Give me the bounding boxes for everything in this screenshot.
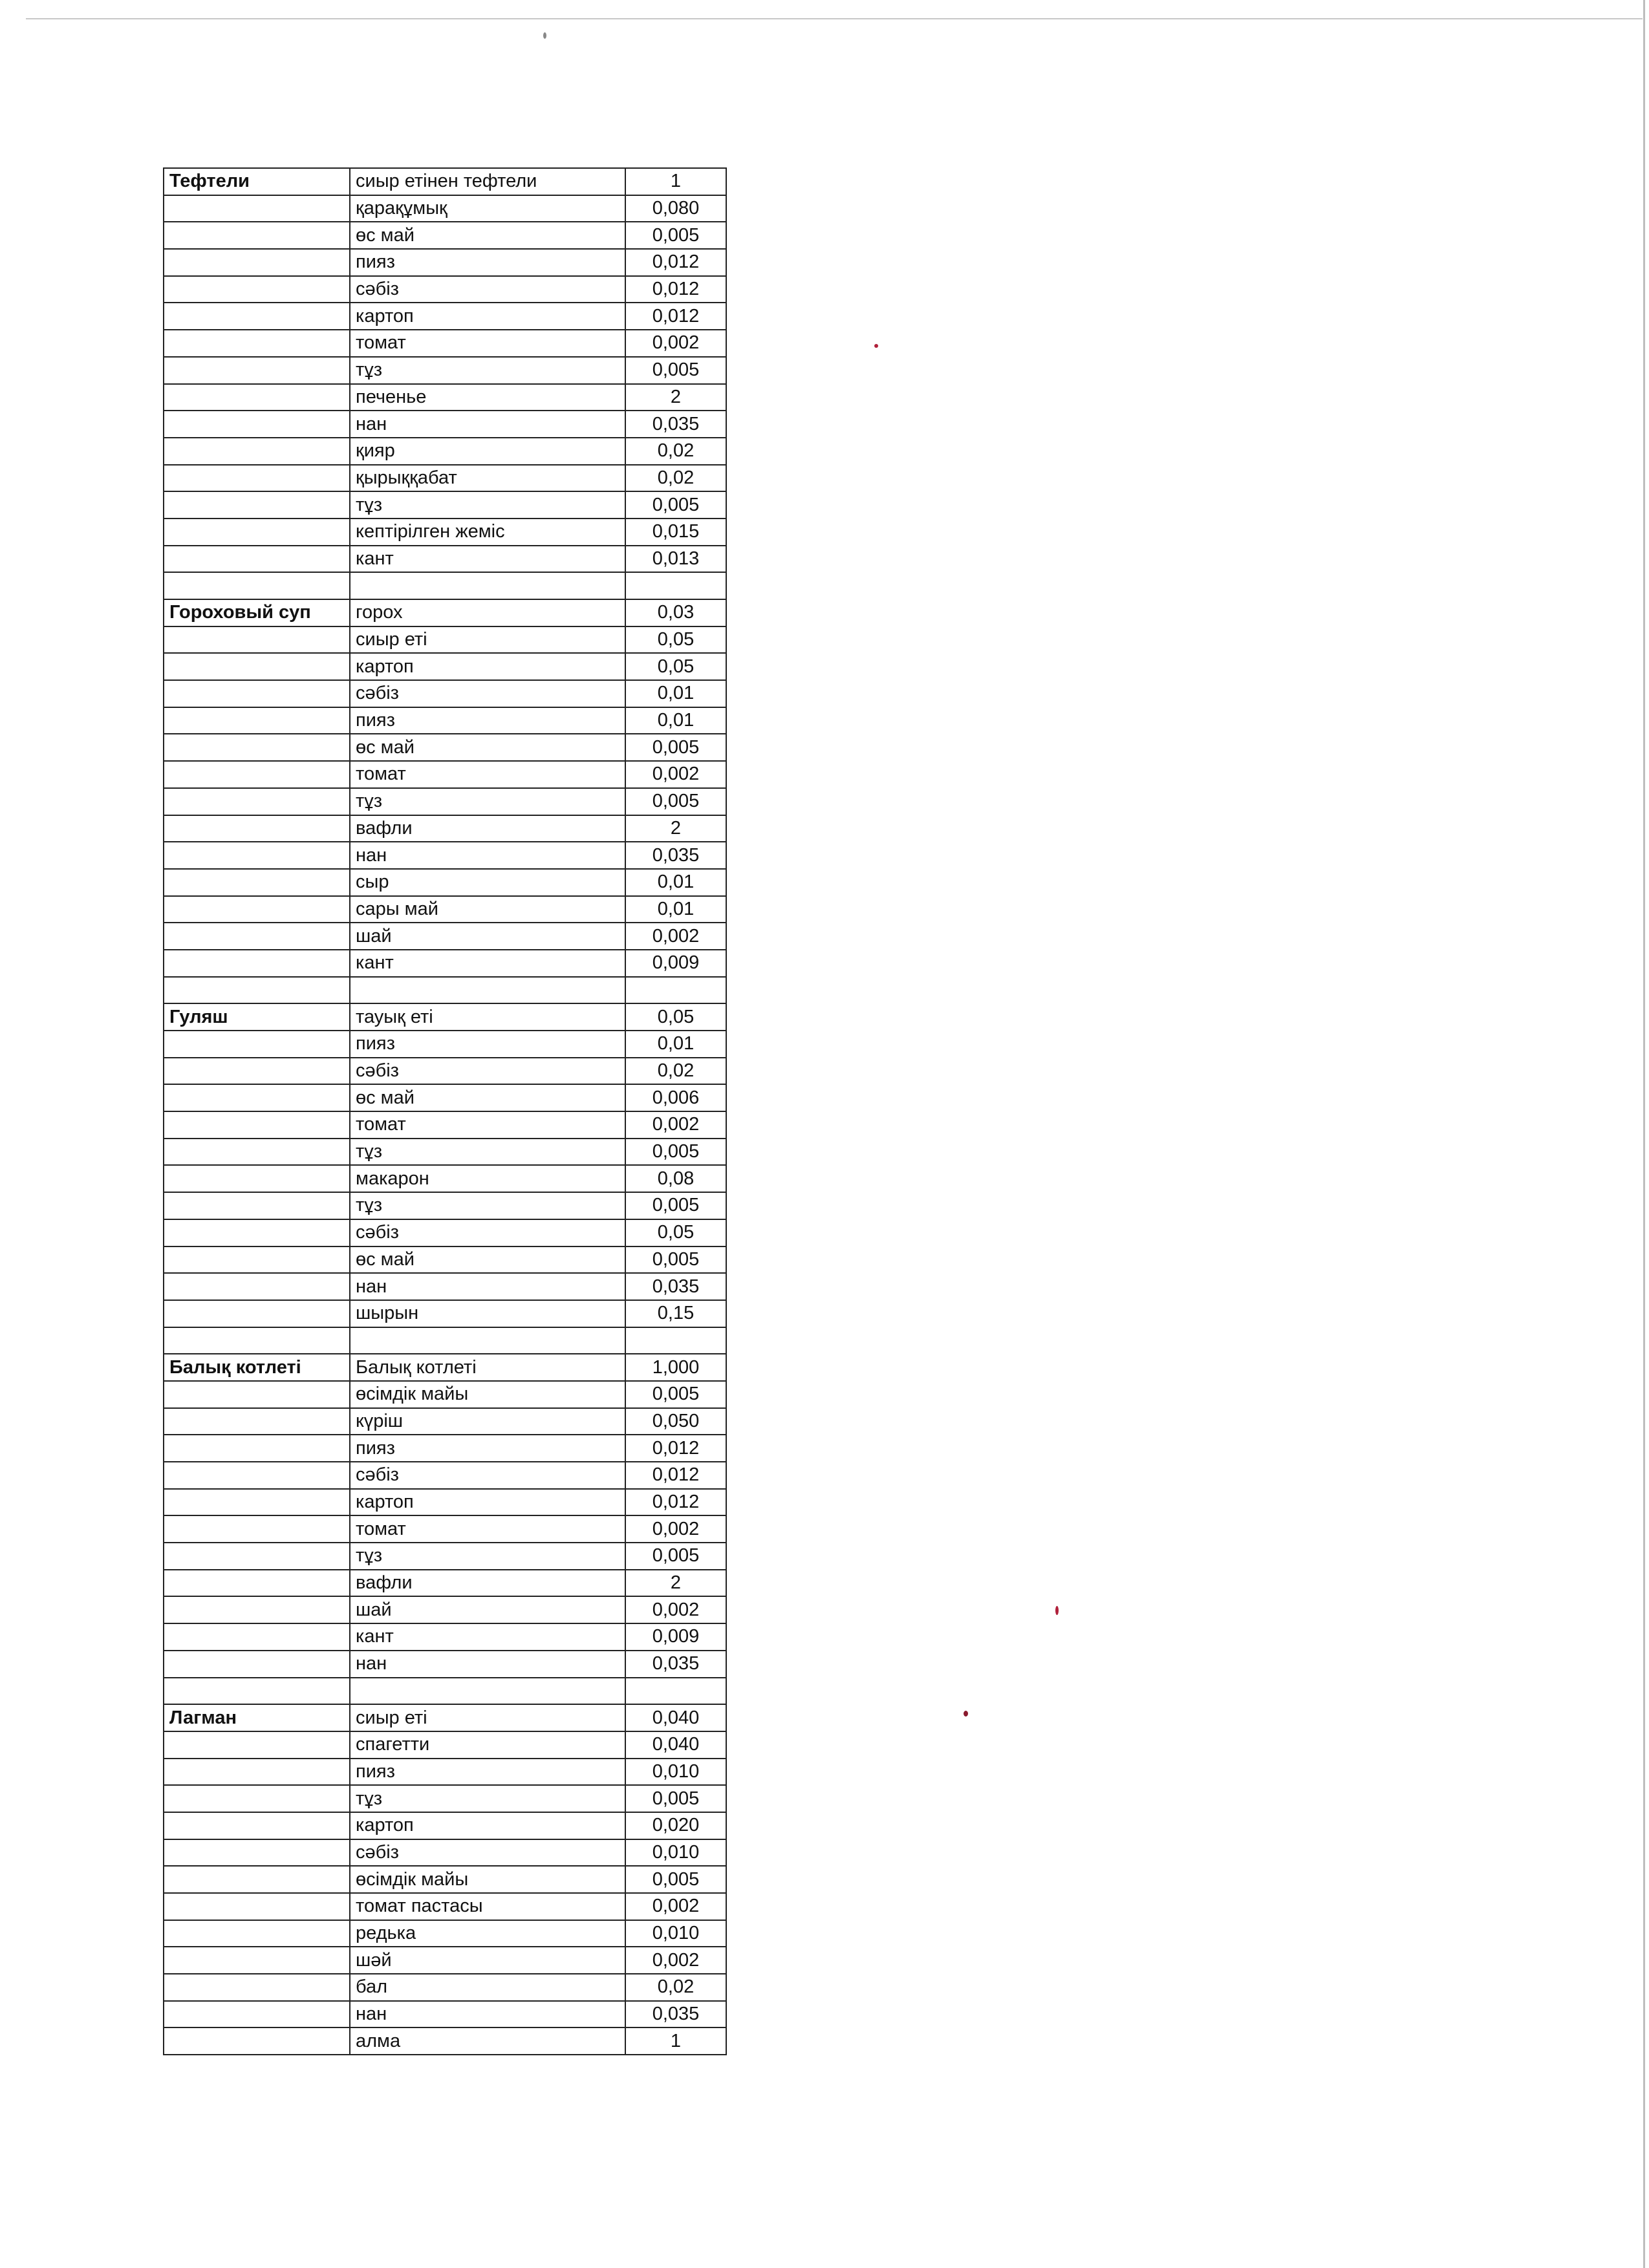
ingredient-name: тұз <box>350 1785 625 1812</box>
table-row <box>164 626 726 654</box>
dish-cell-empty <box>164 950 350 977</box>
dust-speck <box>543 32 546 39</box>
ingredient-quantity: 0,005 <box>625 222 726 249</box>
dish-cell-empty <box>164 1920 350 1947</box>
empty-cell <box>625 1327 726 1354</box>
ingredient-name: сәбіз <box>350 1219 625 1246</box>
table-row <box>164 519 726 546</box>
ingredient-quantity: 0,035 <box>625 2001 726 2028</box>
dish-cell-empty <box>164 1139 350 1166</box>
dish-cell-empty <box>164 1408 350 1435</box>
ingredient-quantity: 0,012 <box>625 249 726 276</box>
ingredient-name: сиыр еті <box>350 626 625 654</box>
table-row <box>164 1003 726 1031</box>
ingredient-name: томат пастасы <box>350 1893 625 1920</box>
ingredient-name: печенье <box>350 384 625 411</box>
dish-cell-empty <box>164 1031 350 1058</box>
ingredient-quantity: 0,03 <box>625 599 726 626</box>
ingredient-name: картоп <box>350 653 625 680</box>
ingredient-quantity: 1 <box>625 2027 726 2055</box>
ingredient-quantity: 0,040 <box>625 1731 726 1759</box>
ingredient-quantity: 0,05 <box>625 1003 726 1031</box>
ingredient-quantity: 0,013 <box>625 546 726 573</box>
menu-table <box>163 167 727 2055</box>
table-row <box>164 1920 726 1947</box>
ingredient-quantity: 0,009 <box>625 1623 726 1651</box>
empty-cell <box>350 1678 625 1705</box>
dish-cell-empty <box>164 1165 350 1192</box>
ingredient-quantity: 0,005 <box>625 788 726 815</box>
ingredient-quantity: 0,005 <box>625 734 726 761</box>
table-row <box>164 923 726 950</box>
empty-cell <box>164 977 350 1004</box>
ingredient-quantity: 0,002 <box>625 761 726 788</box>
ingredient-quantity: 0,035 <box>625 411 726 438</box>
dish-cell-empty <box>164 1812 350 1839</box>
dish-cell-empty <box>164 276 350 303</box>
dish-cell-empty <box>164 869 350 896</box>
table-row <box>164 734 726 761</box>
table-row <box>164 950 726 977</box>
ingredient-name: сәбіз <box>350 680 625 707</box>
table-row <box>164 599 726 626</box>
table-row <box>164 546 726 573</box>
empty-cell <box>350 1327 625 1354</box>
ingredient-name: өс май <box>350 222 625 249</box>
empty-cell <box>625 572 726 599</box>
ingredient-name: кант <box>350 950 625 977</box>
table-row <box>164 1139 726 1166</box>
table-row <box>164 1354 726 1381</box>
table-row <box>164 1947 726 1974</box>
ingredient-name: пияз <box>350 707 625 734</box>
ingredient-quantity: 0,05 <box>625 653 726 680</box>
dish-cell-empty <box>164 896 350 923</box>
dish-cell-empty <box>164 788 350 815</box>
dish-cell-empty <box>164 411 350 438</box>
ingredient-quantity: 0,040 <box>625 1704 726 1731</box>
table-row <box>164 1084 726 1111</box>
ingredient-quantity: 0,010 <box>625 1839 726 1867</box>
ingredient-name: нан <box>350 411 625 438</box>
table-row <box>164 438 726 465</box>
spacer-row <box>164 1327 726 1354</box>
empty-cell <box>164 1327 350 1354</box>
table-row <box>164 330 726 357</box>
table-row <box>164 1219 726 1246</box>
ingredient-name: өс май <box>350 1084 625 1111</box>
ingredient-name: сары май <box>350 896 625 923</box>
spacer-row <box>164 1678 726 1705</box>
dish-cell-empty <box>164 1623 350 1651</box>
dish-cell-empty <box>164 1084 350 1111</box>
table-row <box>164 2001 726 2028</box>
table-row <box>164 1192 726 1219</box>
dish-cell-empty <box>164 465 350 492</box>
table-row <box>164 411 726 438</box>
ingredient-quantity: 0,002 <box>625 1893 726 1920</box>
dish-cell-empty <box>164 1570 350 1597</box>
ingredient-quantity: 0,080 <box>625 195 726 222</box>
dish-cell-empty <box>164 1974 350 2001</box>
dish-cell-empty <box>164 519 350 546</box>
ingredient-name: пияз <box>350 249 625 276</box>
ingredient-quantity: 0,01 <box>625 707 726 734</box>
ingredient-name: томат <box>350 1111 625 1139</box>
table-row <box>164 1623 726 1651</box>
ingredient-quantity: 1 <box>625 168 726 195</box>
ingredient-name: сәбіз <box>350 276 625 303</box>
ingredient-name: сыр <box>350 869 625 896</box>
ingredient-quantity: 0,002 <box>625 923 726 950</box>
dish-name: Лагман <box>164 1704 350 1731</box>
ingredient-quantity: 0,05 <box>625 1219 726 1246</box>
table-row <box>164 276 726 303</box>
dish-name: Гуляш <box>164 1003 350 1031</box>
ingredient-name: шырын <box>350 1300 625 1327</box>
ingredient-name: нан <box>350 1273 625 1300</box>
scan-right-edge <box>1643 0 1645 2268</box>
ingredient-name: шай <box>350 923 625 950</box>
ink-speck <box>1055 1606 1059 1615</box>
ingredient-name: өс май <box>350 1246 625 1274</box>
table-row <box>164 2027 726 2055</box>
ingredient-quantity: 0,02 <box>625 1974 726 2001</box>
table-row <box>164 761 726 788</box>
table-row <box>164 1596 726 1623</box>
empty-cell <box>625 1678 726 1705</box>
ingredient-quantity: 0,015 <box>625 519 726 546</box>
table-row <box>164 465 726 492</box>
ingredient-name: шай <box>350 1596 625 1623</box>
table-row <box>164 1731 726 1759</box>
table-row <box>164 1785 726 1812</box>
dish-name: Тефтели <box>164 168 350 195</box>
ingredient-name: өсімдік майы <box>350 1381 625 1408</box>
table-row <box>164 1462 726 1489</box>
table-row <box>164 1839 726 1867</box>
ingredient-name: спагетти <box>350 1731 625 1759</box>
table-row <box>164 680 726 707</box>
ingredient-quantity: 0,002 <box>625 330 726 357</box>
ingredient-name: картоп <box>350 303 625 330</box>
ingredient-quantity: 0,012 <box>625 276 726 303</box>
dish-cell-empty <box>164 1058 350 1085</box>
ingredient-quantity: 2 <box>625 384 726 411</box>
table-row <box>164 1974 726 2001</box>
table-row <box>164 1651 726 1678</box>
table-row <box>164 653 726 680</box>
dish-cell-empty <box>164 842 350 869</box>
ingredient-name: нан <box>350 842 625 869</box>
ingredient-quantity: 0,009 <box>625 950 726 977</box>
ingredient-name: вафли <box>350 1570 625 1597</box>
table-row <box>164 707 726 734</box>
ingredient-name: тұз <box>350 491 625 519</box>
ingredient-name: редька <box>350 1920 625 1947</box>
dish-cell-empty <box>164 1759 350 1786</box>
ingredient-quantity: 0,05 <box>625 626 726 654</box>
ingredient-quantity: 0,010 <box>625 1920 726 1947</box>
table-row <box>164 1246 726 1274</box>
ingredient-name: қияр <box>350 438 625 465</box>
ingredient-name: шәй <box>350 1947 625 1974</box>
dish-cell-empty <box>164 1246 350 1274</box>
ingredient-name: күріш <box>350 1408 625 1435</box>
dish-cell-empty <box>164 249 350 276</box>
ingredient-quantity: 0,035 <box>625 1651 726 1678</box>
table-row <box>164 1031 726 1058</box>
table-row <box>164 168 726 195</box>
ingredient-quantity: 0,005 <box>625 357 726 384</box>
ingredient-quantity: 0,15 <box>625 1300 726 1327</box>
ingredient-quantity: 0,02 <box>625 1058 726 1085</box>
ingredient-quantity: 0,012 <box>625 1435 726 1462</box>
ingredient-quantity: 0,012 <box>625 303 726 330</box>
ingredient-quantity: 2 <box>625 1570 726 1597</box>
ink-speck <box>874 344 878 348</box>
ingredient-name: нан <box>350 2001 625 2028</box>
dish-cell-empty <box>164 1866 350 1893</box>
dish-cell-empty <box>164 1731 350 1759</box>
table-row <box>164 1435 726 1462</box>
spacer-row <box>164 977 726 1004</box>
dish-cell-empty <box>164 222 350 249</box>
table-row <box>164 491 726 519</box>
empty-cell <box>350 572 625 599</box>
table-row <box>164 1408 726 1435</box>
dish-cell-empty <box>164 1273 350 1300</box>
table-row <box>164 1570 726 1597</box>
ingredient-quantity: 0,002 <box>625 1111 726 1139</box>
ingredient-quantity: 0,02 <box>625 465 726 492</box>
dish-cell-empty <box>164 680 350 707</box>
scan-top-edge <box>26 18 1643 19</box>
table-row <box>164 357 726 384</box>
ingredient-name: алма <box>350 2027 625 2055</box>
table-row <box>164 303 726 330</box>
dish-cell-empty <box>164 923 350 950</box>
ingredient-name: томат <box>350 761 625 788</box>
ingredient-name: тұз <box>350 788 625 815</box>
ingredient-name: сәбіз <box>350 1462 625 1489</box>
dish-cell-empty <box>164 626 350 654</box>
ingredient-name: тұз <box>350 1543 625 1570</box>
table-row <box>164 195 726 222</box>
dish-cell-empty <box>164 438 350 465</box>
dish-cell-empty <box>164 1381 350 1408</box>
table-row <box>164 1515 726 1543</box>
ingredient-name: сәбіз <box>350 1058 625 1085</box>
ingredient-quantity: 0,012 <box>625 1462 726 1489</box>
ingredient-quantity: 0,002 <box>625 1596 726 1623</box>
ingredient-quantity: 0,035 <box>625 1273 726 1300</box>
table-row <box>164 1381 726 1408</box>
ingredient-name: тұз <box>350 357 625 384</box>
ingredient-name: бал <box>350 1974 625 2001</box>
ingredient-quantity: 0,010 <box>625 1759 726 1786</box>
ingredient-name: кант <box>350 1623 625 1651</box>
ingredient-name: картоп <box>350 1812 625 1839</box>
dish-cell-empty <box>164 653 350 680</box>
ingredient-quantity: 0,005 <box>625 1246 726 1274</box>
table-row <box>164 1812 726 1839</box>
empty-cell <box>164 572 350 599</box>
table-row <box>164 842 726 869</box>
dish-cell-empty <box>164 1219 350 1246</box>
table-row <box>164 1759 726 1786</box>
table-row <box>164 1866 726 1893</box>
ingredient-quantity: 0,005 <box>625 1785 726 1812</box>
ingredient-quantity: 0,012 <box>625 1489 726 1516</box>
ingredient-quantity: 0,01 <box>625 896 726 923</box>
ingredient-quantity: 0,005 <box>625 1381 726 1408</box>
ingredient-name: макарон <box>350 1165 625 1192</box>
ingredient-name: тұз <box>350 1192 625 1219</box>
ingredient-name: пияз <box>350 1435 625 1462</box>
ingredient-name: сиыр еті <box>350 1704 625 1731</box>
ingredient-name: Балық котлеті <box>350 1354 625 1381</box>
dish-cell-empty <box>164 330 350 357</box>
ingredient-quantity: 1,000 <box>625 1354 726 1381</box>
dish-cell-empty <box>164 1651 350 1678</box>
ingredient-quantity: 0,01 <box>625 869 726 896</box>
dish-cell-empty <box>164 303 350 330</box>
ingredient-name: тұз <box>350 1139 625 1166</box>
dish-cell-empty <box>164 384 350 411</box>
ingredient-name: сәбіз <box>350 1839 625 1867</box>
table-row <box>164 1300 726 1327</box>
table-row <box>164 869 726 896</box>
ingredient-quantity: 0,01 <box>625 1031 726 1058</box>
dish-cell-empty <box>164 734 350 761</box>
ingredient-name: картоп <box>350 1489 625 1516</box>
dish-cell-empty <box>164 1300 350 1327</box>
ingredient-name: горох <box>350 599 625 626</box>
ingredient-name: өсімдік майы <box>350 1866 625 1893</box>
table-row <box>164 249 726 276</box>
empty-cell <box>625 977 726 1004</box>
ingredient-quantity: 0,01 <box>625 680 726 707</box>
ingredient-quantity: 0,002 <box>625 1515 726 1543</box>
ingredient-quantity: 0,005 <box>625 1192 726 1219</box>
dish-cell-empty <box>164 1111 350 1139</box>
dish-name: Балық котлеті <box>164 1354 350 1381</box>
dish-cell-empty <box>164 1435 350 1462</box>
dish-cell-empty <box>164 2027 350 2055</box>
table-row <box>164 1273 726 1300</box>
table-row <box>164 1893 726 1920</box>
dish-cell-empty <box>164 1947 350 1974</box>
dish-name: Гороховый суп <box>164 599 350 626</box>
ingredient-name: пияз <box>350 1759 625 1786</box>
table-row <box>164 815 726 842</box>
ingredient-quantity: 2 <box>625 815 726 842</box>
ingredient-name: томат <box>350 1515 625 1543</box>
ingredient-name: кант <box>350 546 625 573</box>
table-row <box>164 384 726 411</box>
ingredient-name: вафли <box>350 815 625 842</box>
empty-cell <box>164 1678 350 1705</box>
ingredient-name: нан <box>350 1651 625 1678</box>
dish-cell-empty <box>164 2001 350 2028</box>
dish-cell-empty <box>164 491 350 519</box>
table-row <box>164 1489 726 1516</box>
table-row <box>164 1058 726 1085</box>
ingredient-quantity: 0,005 <box>625 1543 726 1570</box>
ingredient-quantity: 0,005 <box>625 491 726 519</box>
ingredient-quantity: 0,08 <box>625 1165 726 1192</box>
ingredient-name: томат <box>350 330 625 357</box>
table-row <box>164 222 726 249</box>
dish-cell-empty <box>164 707 350 734</box>
dish-cell-empty <box>164 1489 350 1516</box>
dish-cell-empty <box>164 1462 350 1489</box>
spacer-row <box>164 572 726 599</box>
ingredient-quantity: 0,020 <box>625 1812 726 1839</box>
table-row <box>164 896 726 923</box>
ingredient-name: кептірілген жеміс <box>350 519 625 546</box>
dish-cell-empty <box>164 1893 350 1920</box>
dish-cell-empty <box>164 1785 350 1812</box>
dish-cell-empty <box>164 815 350 842</box>
ingredient-quantity: 0,050 <box>625 1408 726 1435</box>
menu-table-body <box>164 168 726 2055</box>
ingredient-quantity: 0,002 <box>625 1947 726 1974</box>
dish-cell-empty <box>164 195 350 222</box>
table-row <box>164 1111 726 1139</box>
ingredient-quantity: 0,02 <box>625 438 726 465</box>
ingredient-name: тауық еті <box>350 1003 625 1031</box>
table-row <box>164 1543 726 1570</box>
table-row <box>164 1165 726 1192</box>
ingredient-name: қарақұмық <box>350 195 625 222</box>
dish-cell-empty <box>164 357 350 384</box>
table-row <box>164 788 726 815</box>
dish-cell-empty <box>164 1515 350 1543</box>
ink-speck <box>964 1711 968 1717</box>
dish-cell-empty <box>164 761 350 788</box>
ingredient-quantity: 0,005 <box>625 1866 726 1893</box>
ingredient-name: өс май <box>350 734 625 761</box>
ingredient-quantity: 0,006 <box>625 1084 726 1111</box>
dish-cell-empty <box>164 1839 350 1867</box>
ingredient-name: сиыр етінен тефтели <box>350 168 625 195</box>
dish-cell-empty <box>164 1543 350 1570</box>
ingredient-quantity: 0,005 <box>625 1139 726 1166</box>
ingredient-name: қырыққабат <box>350 465 625 492</box>
ingredient-name: пияз <box>350 1031 625 1058</box>
empty-cell <box>350 977 625 1004</box>
dish-cell-empty <box>164 1596 350 1623</box>
dish-cell-empty <box>164 1192 350 1219</box>
table-row <box>164 1704 726 1731</box>
dish-cell-empty <box>164 546 350 573</box>
ingredient-quantity: 0,035 <box>625 842 726 869</box>
